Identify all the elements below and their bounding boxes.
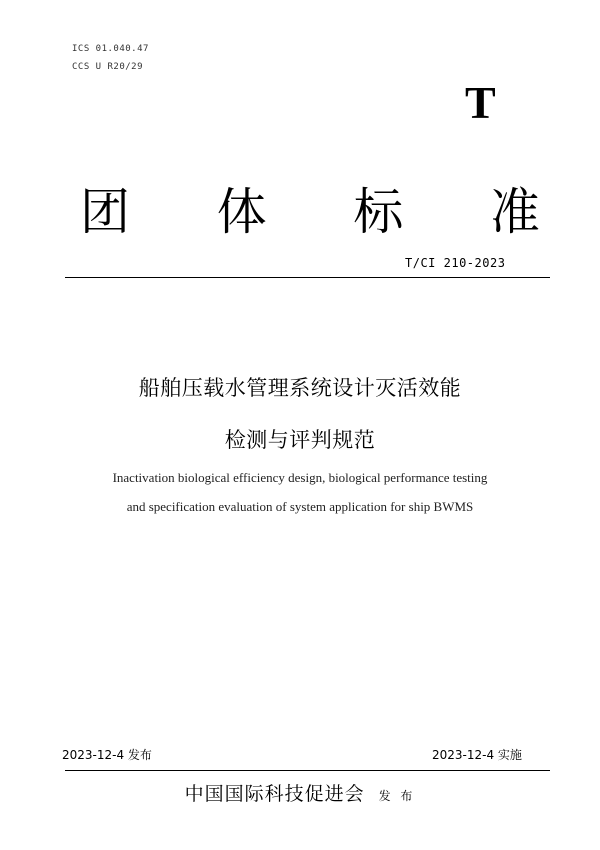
- implement-date: 2023-12-4 实施: [432, 748, 522, 762]
- footer-divider: [65, 770, 550, 771]
- ics-code: ICS 01.040.47: [72, 44, 149, 54]
- standard-type-title: [80, 178, 540, 241]
- standard-type-char: 体: [216, 183, 267, 241]
- ccs-code: CCS U R20/29: [72, 62, 144, 72]
- chinese-title-line-2: 检测与评判规范: [224, 428, 376, 452]
- issuer-line: [0, 779, 600, 806]
- issuer-name: 中国国际科技促进会: [184, 783, 365, 805]
- publish-date: 2023-12-4 发布: [62, 748, 152, 762]
- standard-number: T/CI 210-2023: [405, 256, 506, 270]
- chinese-title-line-1: 船舶压载水管理系统设计灭活效能: [138, 376, 462, 400]
- issue-word: 发 布: [378, 789, 416, 803]
- english-title-line-1: Inactivation biological efficiency design, biological performance testing: [112, 470, 488, 485]
- header-divider: [65, 277, 550, 278]
- english-title-line-2: and specification evaluation of system application for ship BWMS: [126, 499, 474, 514]
- standard-type-char: 准: [489, 183, 540, 241]
- category-mark: T: [465, 77, 496, 128]
- standard-type-char: 标: [353, 183, 404, 241]
- standard-type-char: 团: [80, 183, 130, 241]
